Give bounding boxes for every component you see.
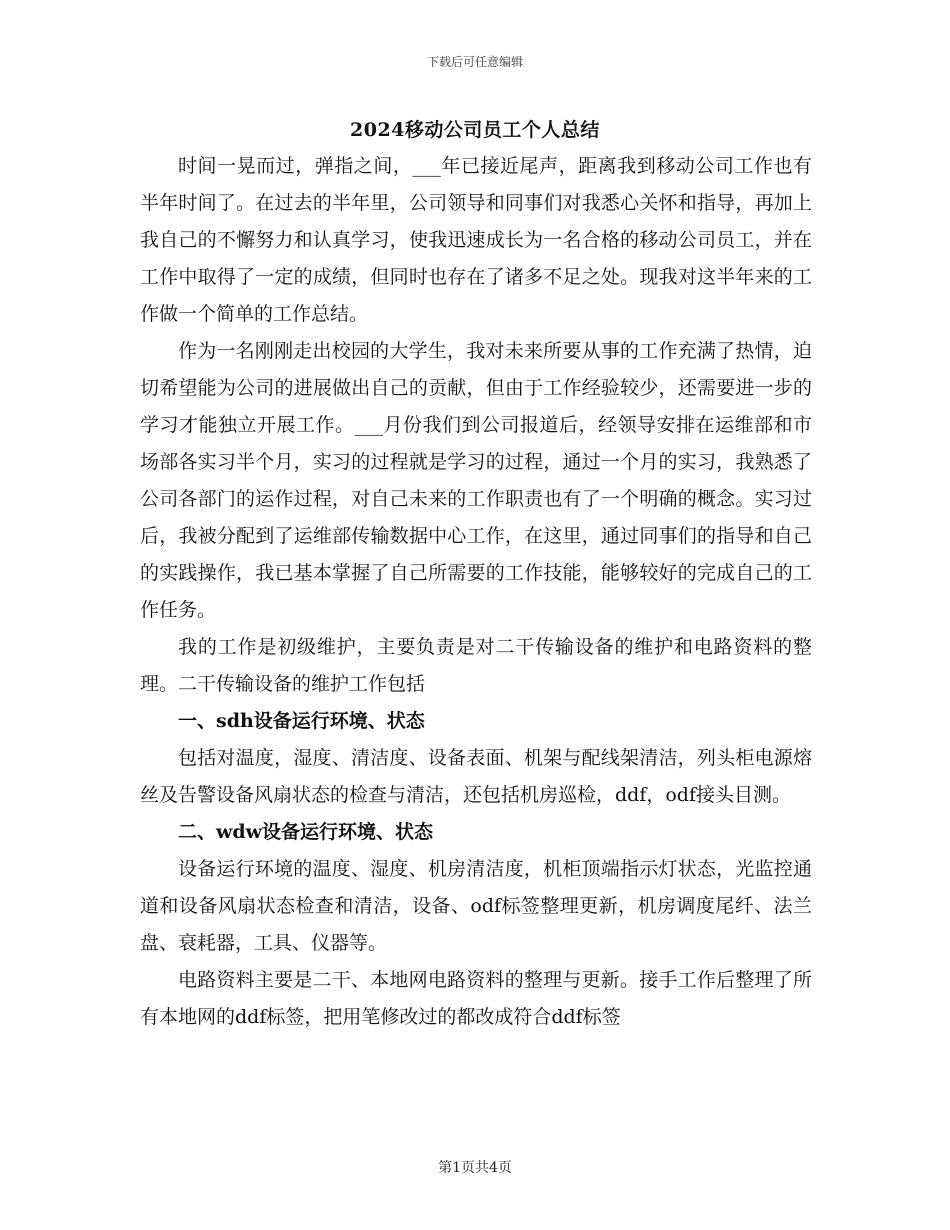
- section-heading-wdw: 二、wdw设备运行环境、状态: [178, 821, 433, 843]
- page-header-note: 下载后可任意编辑: [426, 55, 523, 69]
- paragraph-background: 作为一名刚刚走出校园的大学生，我对未来所要从事的工作充满了热情，迫切希望能为公司的进展做出自己的贡献，但由于工作经验较少，还需要进一步的学习才能独立开展工作。___月份我们到公司报道后，经领导安排在运维部和市场部各实习半个月，实习的过程就是学习的过程，通过一个月的实习，我熟悉了公司各部门的运作过程，对自己未来的工作职责也有了一个明确的概念。实习过后，我被分配到了运维部传输数据中心工作，在这里，通过同事们的指导和自己的实践操作，我已基本掌握了自己所需要的工作技能，能够较好的完成自己的工作任务。: [140, 340, 812, 621]
- paragraph-intro: 时间一晃而过，弹指之间，___年已接近尾声，距离我到移动公司工作也有半年时间了。在过去的半年里，公司领导和同事们对我悉心关怀和指导，再加上我自己的不懈努力和认真学习，使我迅速成长为一名合格的移动公司员工，并在工作中取得了一定的成绩，但同时也存在了诸多不足之处。现我对这半年来的工作做一个简单的工作总结。: [140, 155, 812, 325]
- paragraph-duties: 我的工作是初级维护，主要负责是对二干传输设备的维护和电路资料的整理。二干传输设备的维护工作包括: [140, 636, 812, 695]
- section-heading-sdh: 一、sdh设备运行环境、状态: [178, 710, 425, 732]
- paragraph-wdw-details: 设备运行环境的温度、湿度、机房清洁度，机柜顶端指示灯状态，光监控通道和设备风扇状态检查和清洁，设备、odf标签整理更新，机房调度尾纤、法兰盘、衰耗器，工具、仪器等。: [140, 858, 812, 954]
- paragraph-sdh-details: 包括对温度，湿度、清洁度、设备表面、机架与配线架清洁，列头柜电源熔丝及告警设备风扇状态的检查与清洁，还包括机房巡检，ddf，odf接头目测。: [140, 747, 812, 806]
- page-number: 第1页共4页: [438, 1160, 512, 1176]
- paragraph-circuit-data: 电路资料主要是二干、本地网电路资料的整理与更新。接手工作后整理了所有本地网的ddf标签，把用笔修改过的都改成符合ddf标签: [140, 969, 812, 1028]
- document-body: [140, 148, 812, 1036]
- document-title: 2024移动公司员工个人总结: [350, 119, 600, 141]
